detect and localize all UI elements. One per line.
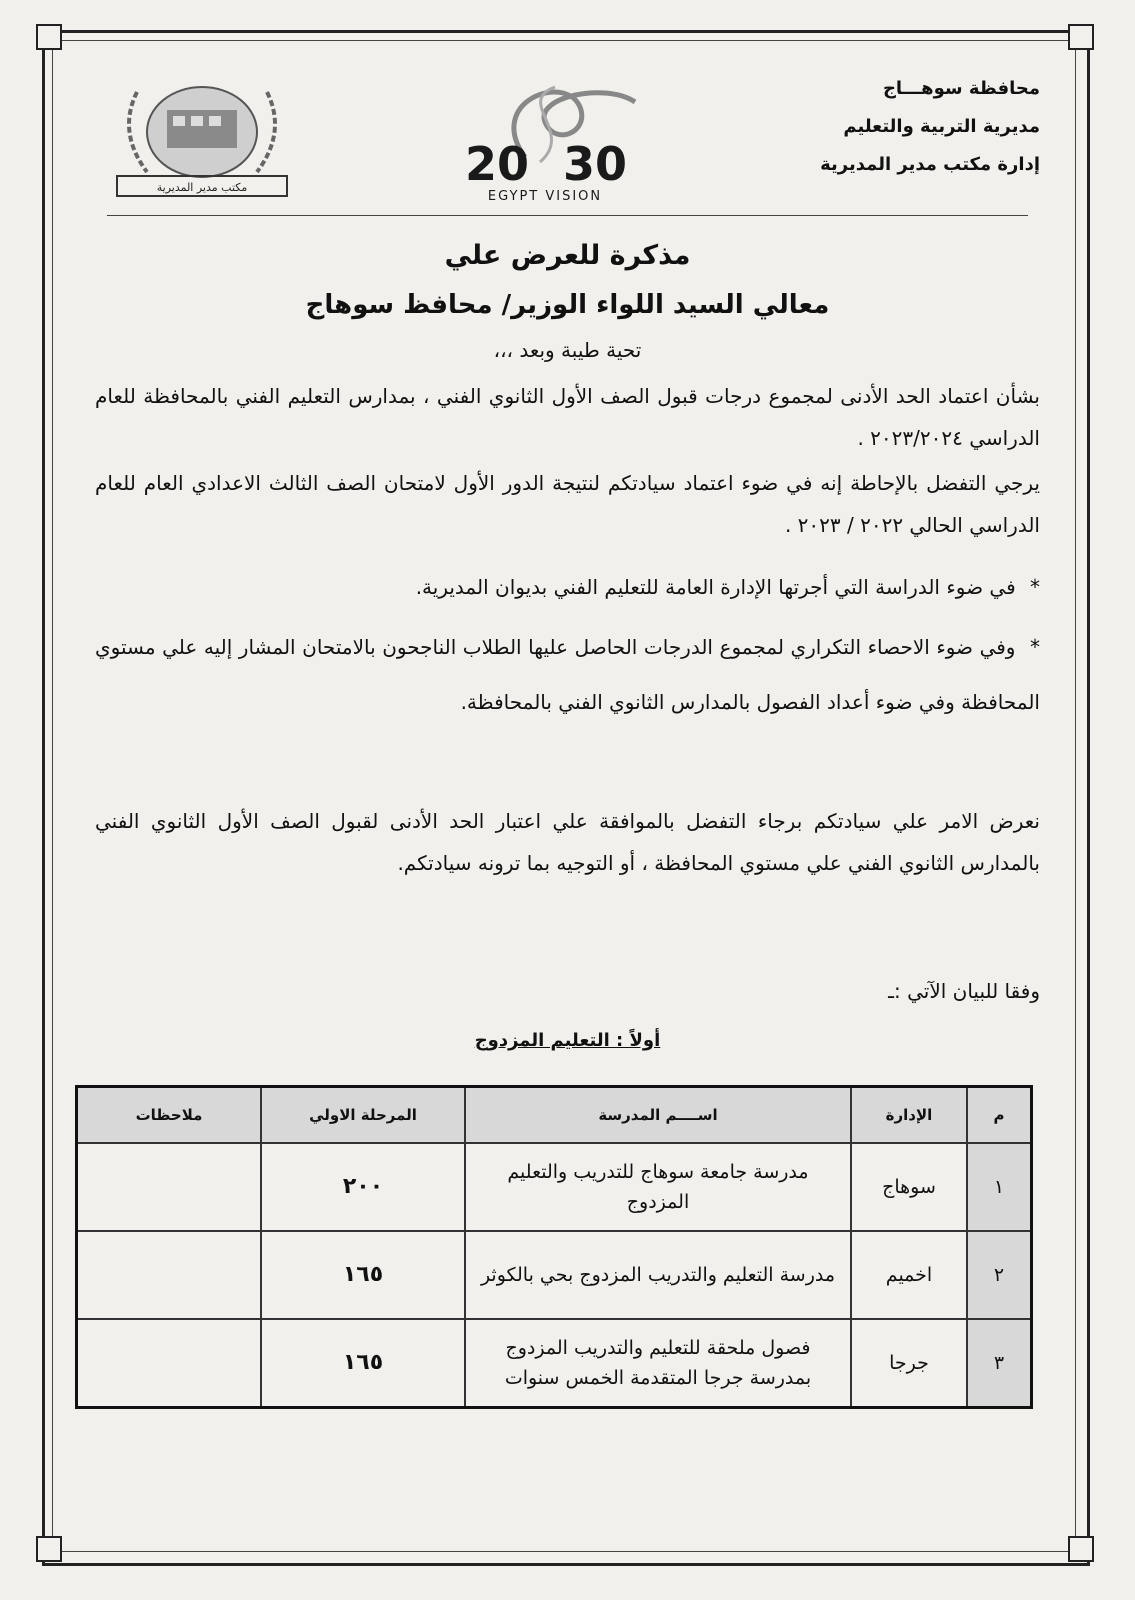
row-notes — [77, 1319, 262, 1408]
table-row — [77, 1231, 1032, 1319]
row-stage1: ١٦٥ — [261, 1231, 465, 1319]
header-notes: ملاحظات — [77, 1087, 262, 1144]
vision-year-right: 30 — [563, 137, 628, 191]
row-district: سوهاج — [851, 1143, 967, 1231]
request-paragraph: يرجي التفضل بالإحاطة إنه في ضوء اعتماد سيادتكم لنتيجة الدور الأول لامتحان الصف الثالث الاعدادي العام للعام الدراسي الحالي ٢٠٢٢ / ٢٠٢٣ . — [95, 471, 1040, 537]
row-school: مدرسة التعليم والتدريب المزدوج بحي بالكوثر — [465, 1231, 851, 1319]
row-index: ٢ — [967, 1231, 1032, 1319]
bullet-item — [95, 560, 1040, 615]
directorate-seal-logo — [107, 72, 297, 202]
row-notes — [77, 1231, 262, 1319]
submission-paragraph: نعرض الامر علي سيادتكم برجاء التفضل بالموافقة علي اعتبار الحد الأدنى لقبول الصف الأول الثانوي الفني بالمدارس الثانوي الفني علي مستوي المحافظة ، أو التوجيه بما ترونه سيادتكم. — [95, 809, 1040, 875]
row-stage1: ٢٠٠ — [261, 1143, 465, 1231]
seal-banner-text: مكتب مدير المديرية — [156, 181, 248, 194]
header-index: م — [967, 1087, 1032, 1144]
row-notes — [77, 1143, 262, 1231]
border-corner-bottom-left — [36, 1536, 62, 1562]
row-school: مدرسة جامعة سوهاج للتدريب والتعليم المزدوج — [465, 1143, 851, 1231]
egypt-vision-2030-logo — [405, 62, 685, 212]
row-stage1: ١٦٥ — [261, 1319, 465, 1408]
according-line: وفقا للبيان الآتي :ـ — [888, 979, 1040, 1003]
border-corner-top-right — [1068, 24, 1094, 50]
letterhead — [95, 50, 1040, 210]
table-row — [77, 1143, 1032, 1231]
header-school: اســــم المدرسة — [465, 1087, 851, 1144]
row-index: ١ — [967, 1143, 1032, 1231]
office-name: إدارة مكتب مدير المديرية — [820, 154, 1040, 175]
bullet-item — [95, 620, 1040, 730]
directorate-name: مديرية التربية والتعليم — [843, 116, 1040, 137]
table-header-row — [77, 1087, 1032, 1144]
header-district: الإدارة — [851, 1087, 967, 1144]
bullet-text: وفي ضوء الاحصاء التكراري لمجموع الدرجات الحاصل عليها الطلاب الناجحون بالامتحان المشار إليه علي مستوي المحافظة وفي ضوء أعداد الفصول بالمدارس الثانوي الفني بالمحافظة. — [95, 635, 1040, 714]
border-corner-top-left — [36, 24, 62, 50]
table-row — [77, 1319, 1032, 1408]
bullet-star-icon: * — [1030, 635, 1041, 659]
border-corner-bottom-right — [1068, 1536, 1094, 1562]
subject-paragraph: بشأن اعتماد الحد الأدنى لمجموع درجات قبول الصف الأول الثانوي الفني ، بمدارس التعليم الفني بالمحافظة للعام الدراسي ٢٠٢٣/٢٠٢٤ . — [95, 384, 1040, 450]
memo-document — [95, 50, 1041, 1389]
letterhead-text — [820, 70, 1040, 184]
row-school: فصول ملحقة للتعليم والتدريب المزدوج بمدرسة جرجا المتقدمة الخمس سنوات — [465, 1319, 851, 1408]
header-stage1: المرحلة الاولي — [261, 1087, 465, 1144]
row-index: ٣ — [967, 1319, 1032, 1408]
row-district: اخميم — [851, 1231, 967, 1319]
header-divider — [107, 215, 1028, 216]
memo-addressee: معالي السيد اللواء الوزير/ محافظ سوهاج — [305, 290, 830, 320]
section-title: أولاً : التعليم المزدوج — [474, 1030, 661, 1051]
vision-year-left: 20 — [465, 137, 530, 191]
bullet-star-icon: * — [1030, 575, 1040, 599]
greeting: تحية طيبة وبعد ،،، — [493, 338, 642, 362]
governorate-name: محافظة سوهـــاج — [882, 78, 1040, 99]
schools-table — [75, 1085, 1033, 1409]
row-district: جرجا — [851, 1319, 967, 1408]
vision-tagline: EGYPT VISION — [487, 189, 603, 204]
memo-title: مذكرة للعرض علي — [444, 240, 691, 271]
bullet-text: في ضوء الدراسة التي أجرتها الإدارة العامة للتعليم الفني بديوان المديرية. — [415, 575, 1016, 599]
